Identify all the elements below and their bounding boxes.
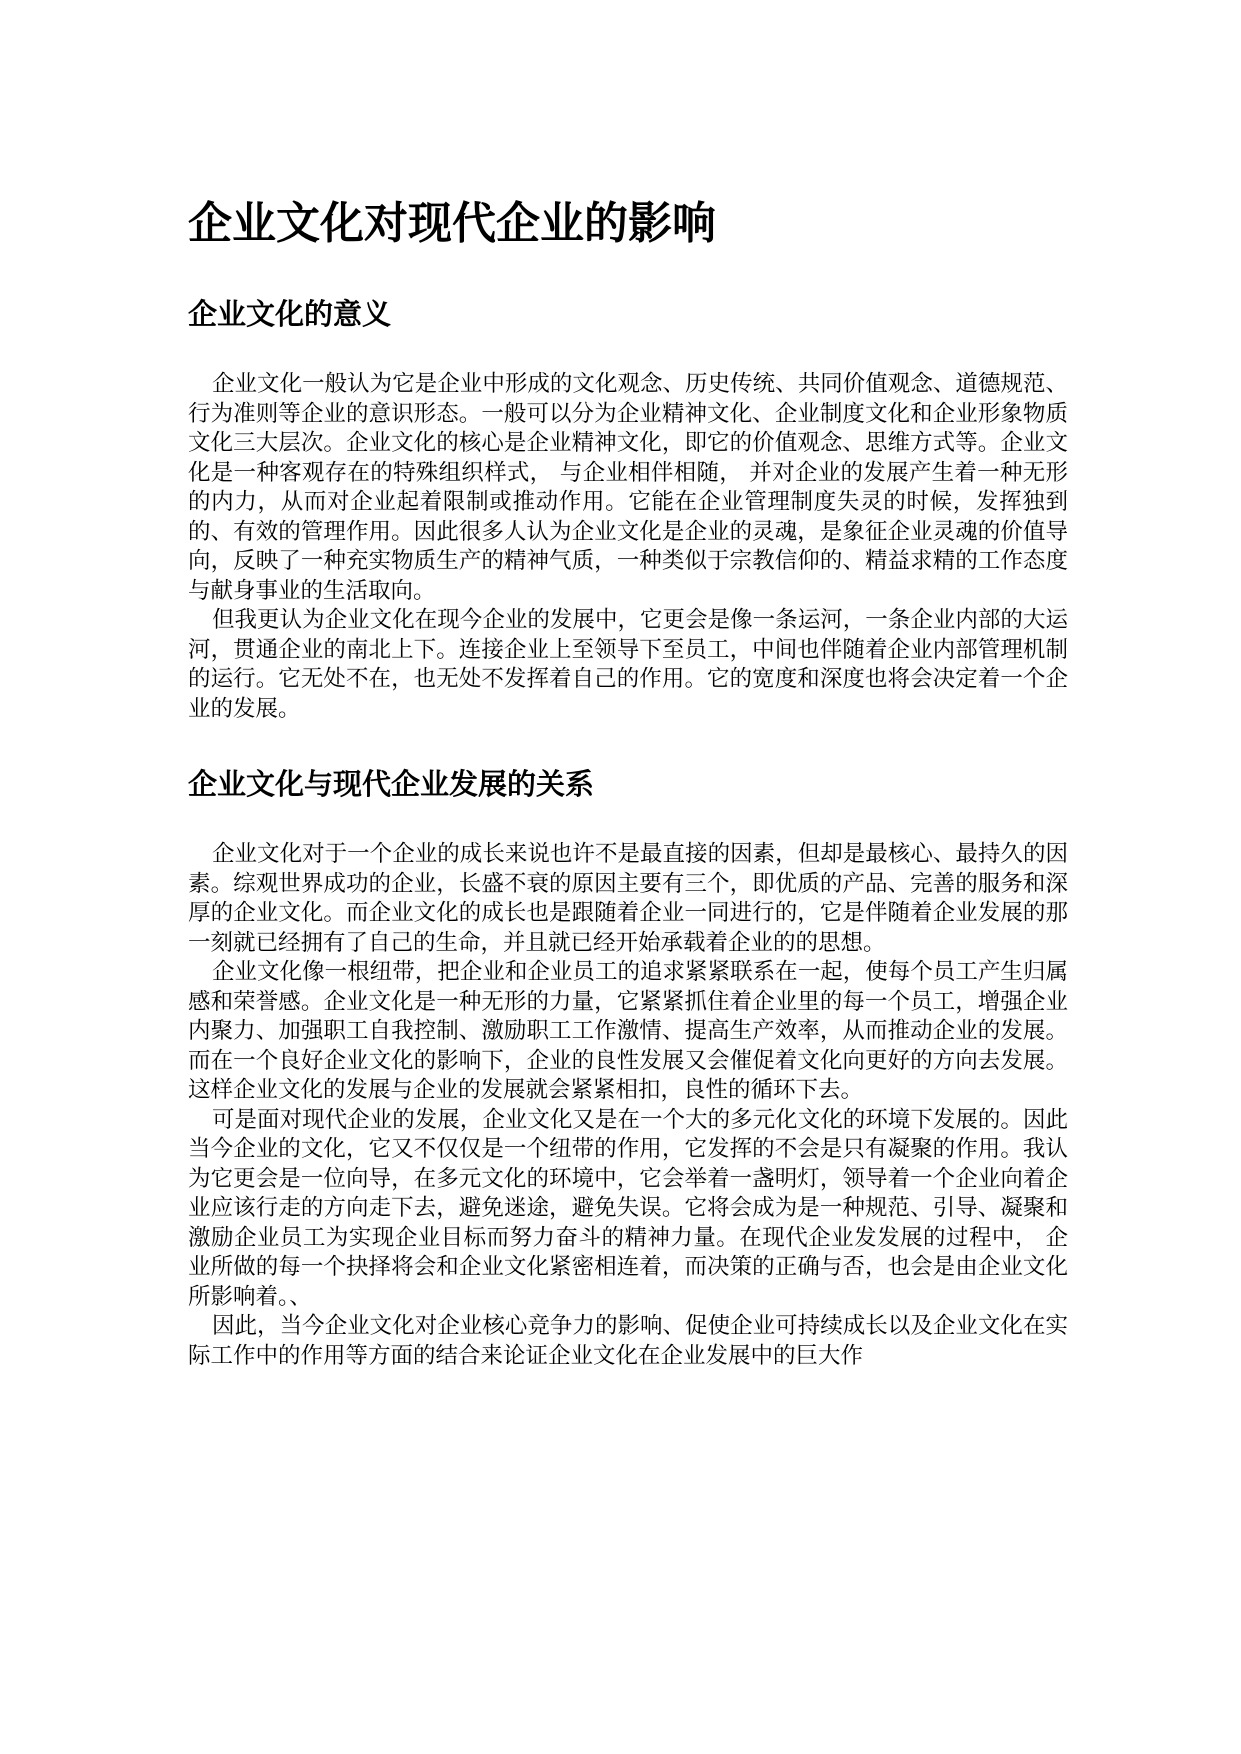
document-page (188, 198, 1068, 1413)
section-heading: 企业文化的意义 (188, 297, 392, 331)
paragraph: 企业文化对于一个企业的成长来说也许不是最直接的因素，但却是最核心、最持久的因素。综观世界成功的企业，长盛不衰的原因主要有三个，即优质的产品、完善的服务和深厚的企业文化。而企业文化的成长也是跟随着企业一同进行的，它是伴随着企业发展的那一刻就已经拥有了自己的生命，并且就已经开始承载着企业的的思想。 (188, 841, 1068, 956)
paragraph: 企业文化一般认为它是企业中形成的文化观念、历史传统、共同价值观念、道德规范、行为准则等企业的意识形态。一般可以分为企业精神文化、企业制度文化和企业形象物质文化三大层次。企业文化的核心是企业精神文化，即它的价值观念、思维方式等。企业文化是一种客观存在的特殊组织样式， 与企业相伴相随， 并对企业的发展产生着一种无形的内力，从而对企业起着限制或推动作用。它能在企业管理制度失灵的时候，发挥独到的、有效的管理作用。因此很多人认为企业文化是企业的灵魂，是象征企业灵魂的价值导向，反映了一种充实物质生产的精神气质，一种类似于宗教信仰的、精益求精的工作态度与献身事业的生活取向。 (188, 371, 1068, 604)
paragraph: 企业文化像一根纽带，把企业和企业员工的追求紧紧联系在一起，使每个员工产生归属感和荣誉感。企业文化是一种无形的力量，它紧紧抓住着企业里的每一个员工，增强企业内聚力、加强职工自我控制、激励职工工作激情、提高生产效率，从而推动企业的发展。而在一个良好企业文化的影响下，企业的良性发展又会催促着文化向更好的方向去发展。这样企业文化的发展与企业的发展就会紧紧相扣，良性的循环下去。 (188, 959, 1068, 1103)
section-meaning (188, 296, 1068, 724)
paragraph: 可是面对现代企业的发展，企业文化又是在一个大的多元化文化的环境下发展的。因此当今企业的文化，它又不仅仅是一个纽带的作用，它发挥的不会是只有凝聚的作用。我认为它更会是一位向导，在多元文化的环境中，它会举着一盏明灯，领导着一个企业向着企业应该行走的方向走下去，避免迷途，避免失误。它将会成为是一种规范、引导、凝聚和激励企业员工为实现企业目标而努力奋斗的精神力量。在现代企业发发展的过程中， 企业所做的每一个抉择将会和企业文化紧密相连着，而决策的正确与否，也会是由企业文化所影响着。、 (188, 1106, 1068, 1310)
section-heading: 企业文化与现代企业发展的关系 (188, 767, 595, 801)
paragraph: 但我更认为企业文化在现今企业的发展中，它更会是像一条运河，一条企业内部的大运河，贯通企业的南北上下。连接企业上至领导下至员工，中间也伴随着企业内部管理机制的运行。它无处不在，也无处不发挥着自己的作用。它的宽度和深度也将会决定着一个企业的发展。 (188, 607, 1068, 722)
paragraph: 因此，当今企业文化对企业核心竞争力的影响、促使企业可持续成长以及企业文化在实际工作中的作用等方面的结合来论证企业文化在企业发展中的巨大作 (188, 1313, 1068, 1369)
section-relationship (188, 766, 1068, 1371)
document-title: 企业文化对现代企业的影响 (188, 198, 716, 249)
